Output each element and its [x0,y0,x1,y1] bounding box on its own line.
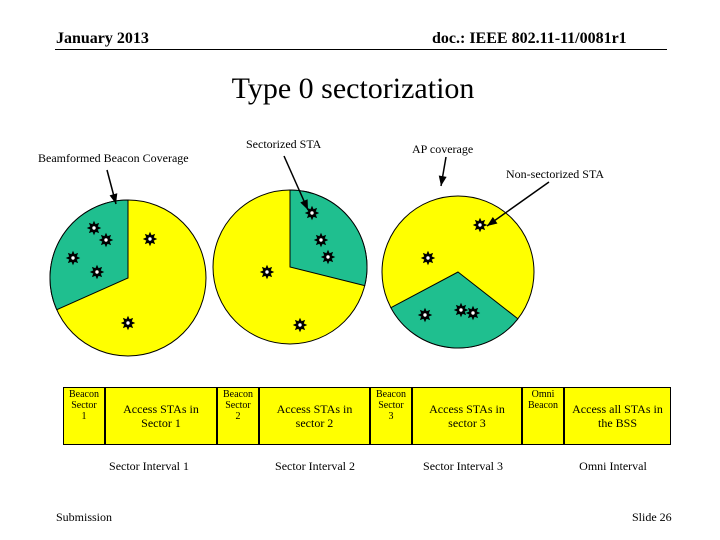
access-all-box: Access all STAs in the BSS [564,387,671,445]
sta-icon-c1-5 [144,233,156,245]
header-doc-id: doc.: IEEE 802.11-11/0081r1 [432,30,627,47]
label-ap-coverage: AP coverage [412,142,474,156]
beacon-sector-1-box: Beacon Sector 1 [63,387,105,445]
sta-icon-c3-3 [419,309,431,321]
sta-icon-c3-1 [474,219,486,231]
sta-icon-c1-3 [67,252,79,264]
beacon-sector-2-box: Beacon Sector 2 [217,387,259,445]
footer-submission: Submission [56,510,113,524]
interval-label-1: Sector Interval 1 [109,459,189,473]
sta-icon-c3-4 [455,304,467,316]
sta-icon-c1-4 [91,266,103,278]
beacon-sector-3-box: Beacon Sector 3 [370,387,412,445]
sta-icon-c2-4 [261,266,273,278]
sta-icon-c3-2 [422,252,434,264]
interval-label-omni: Omni Interval [579,459,647,473]
label-beamformed-coverage: Beamformed Beacon Coverage [38,151,189,165]
access-sector-3-box: Access STAs in sector 3 [412,387,522,445]
sta-icon-c3-5 [467,307,479,319]
sta-icon-c2-3 [322,251,334,263]
sta-icon-c1-2 [100,234,112,246]
sta-icon-c2-2 [315,234,327,246]
sta-icon-c2-5 [294,319,306,331]
sta-icon-c1-6 [122,317,134,329]
sta-icon-c1-1 [88,222,100,234]
label-sectorized-sta: Sectorized STA [246,137,322,151]
arrow-ap-coverage-head [439,175,447,186]
access-sector-1-box: Access STAs in Sector 1 [105,387,217,445]
label-non-sectorized-sta: Non-sectorized STA [506,167,605,181]
slide-title: Type 0 sectorization [231,72,475,105]
arrow-non-sectorized-sta [487,182,549,226]
interval-label-2: Sector Interval 2 [275,459,355,473]
interval-label-3: Sector Interval 3 [423,459,503,473]
omni-beacon-box: Omni Beacon [522,387,564,445]
footer-slide-number: Slide 26 [632,510,672,524]
header-date: January 2013 [56,30,149,47]
access-sector-2-box: Access STAs in sector 2 [259,387,370,445]
